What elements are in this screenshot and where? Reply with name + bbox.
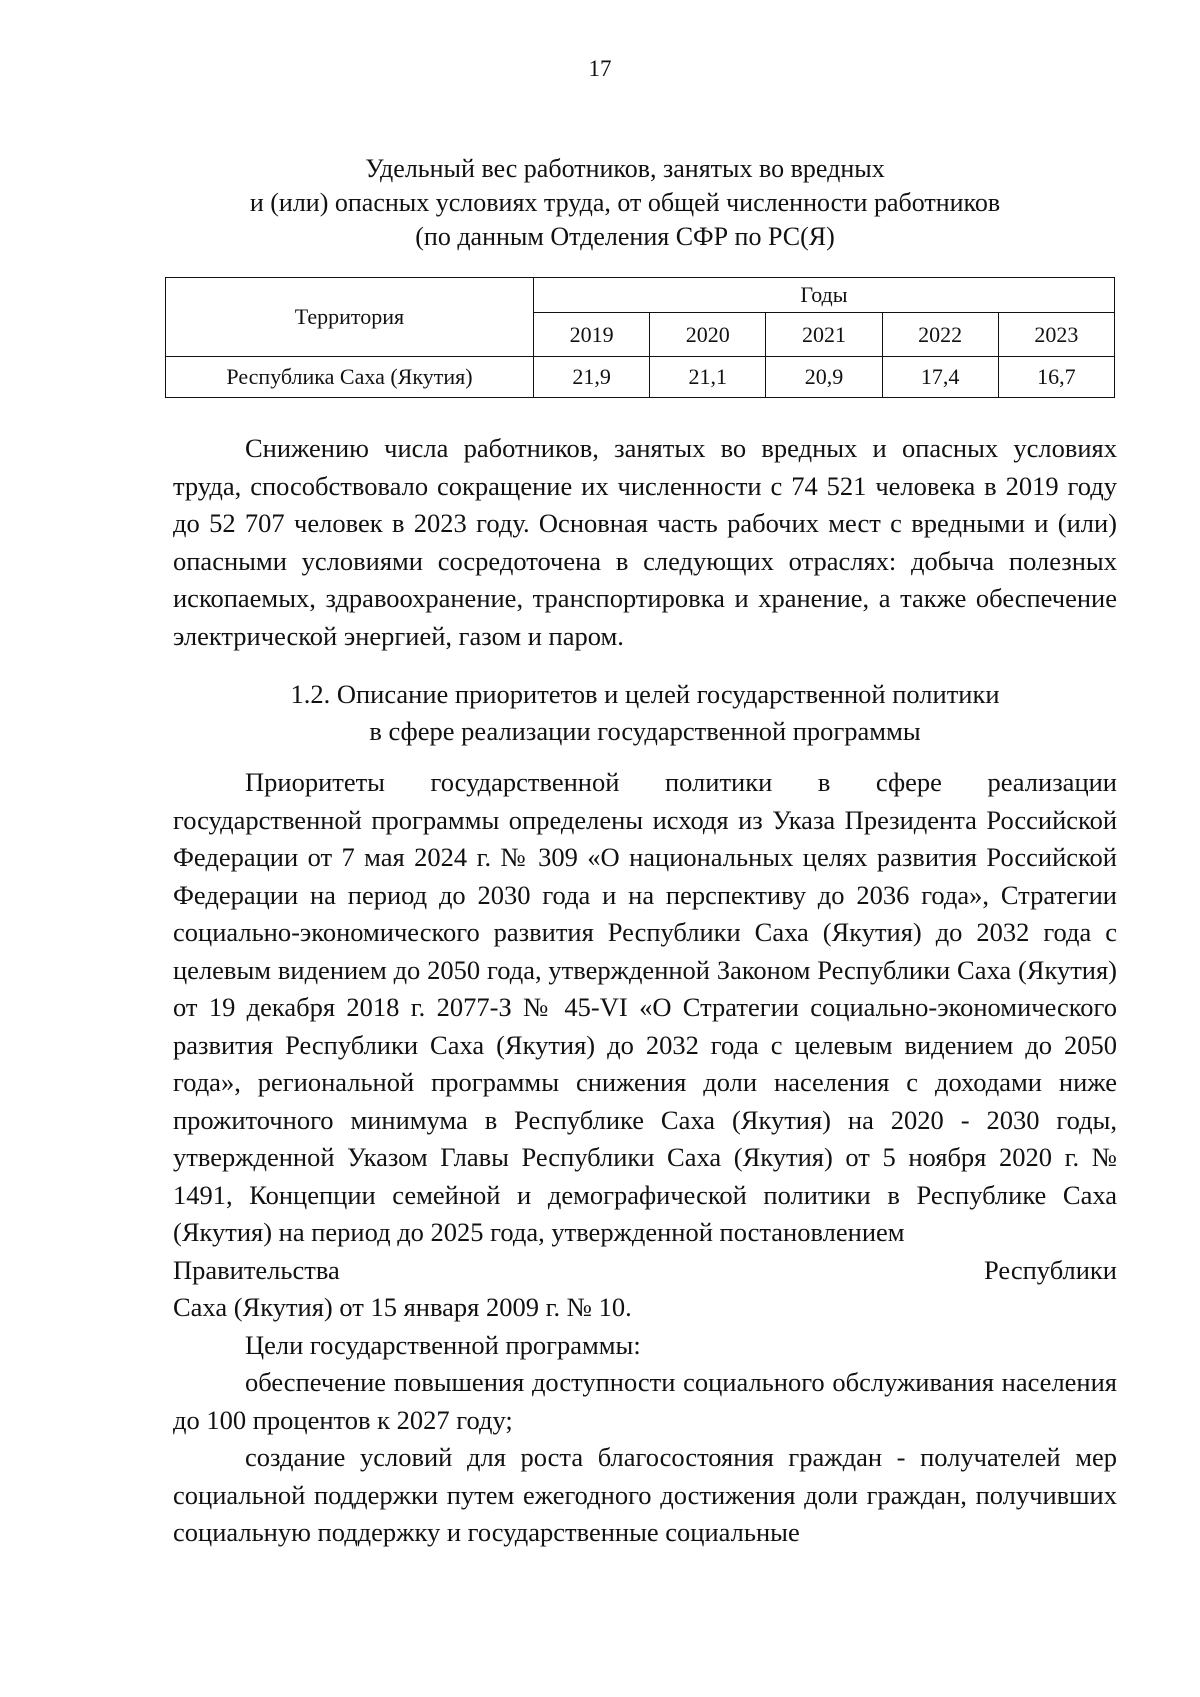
value-cell: 20,9 [766,357,882,398]
workers-share-table [165,277,1115,398]
column-header-year: 2020 [650,313,766,357]
column-header-territory: Территория [166,278,534,357]
value-cell: 21,1 [650,357,766,398]
value-cell: 17,4 [882,357,998,398]
table-title-line-2: и (или) опасных условиях труда, от общей численности работников [249,188,1001,217]
section-heading-line-1: 1.2. Описание приоритетов и целей государственной политики [290,679,1000,709]
value-cell: 16,7 [998,357,1114,398]
table-title-line-1: Удельный вес работников, занятых во вредных [365,154,885,183]
column-header-year: 2021 [766,313,882,357]
column-header-year: 2019 [533,313,649,357]
paragraph-priorities-end: Саха (Якутия) от 15 января 2009 г. № 10. [173,1292,632,1322]
paragraph-priorities-split-line [173,1252,1117,1290]
goal-item: обеспечение повышения доступности социального обслуживания населения до 100 процентов к 2027 году; [173,1367,1117,1435]
column-header-year: 2023 [998,313,1114,357]
table-title [150,152,1100,254]
split-line-left: Правительства [173,1254,340,1285]
page-number: 17 [588,56,612,81]
table-title-line-3: (по данным Отделения СФР по РС(Я) [415,222,835,251]
column-header-year: 2022 [882,313,998,357]
goal-item: создание условий для роста благосостояния граждан - получателей мер социальной поддержки путем ежегодного достижения доли граждан, получивших социальную поддержку и государственные социальные [173,1442,1117,1547]
section-heading-line-2: в сфере реализации государственной программы [369,716,921,746]
territory-cell: Республика Саха (Якутия) [166,357,534,398]
table-row [166,357,1115,398]
split-line-right: Республики [984,1254,1117,1285]
paragraph-workers-reduction: Снижению числа работников, занятых во вредных и опасных условиях труда, способствовало сокращение их численности с 74 521 человека в 2019 году до 52 707 человек в 2023 году. Основная часть рабочих мест с вредными и (или) опасными условиями сосредоточена в следующих отраслях: добыча полезных ископаемых, здравоохранение, транспортировка и хранение, а также обеспечение электрической энергией, газом и паром. [173,433,1117,651]
section-heading [150,676,1140,750]
goals-intro: Цели государственной программы: [245,1329,641,1360]
paragraph-priorities-body: Приоритеты государственной политики в сфере реализации государственной программы определены исходя из Указа Президента Российской Федерации от 7 мая 2024 г. № 309 «О национальных целях развития Российской Федерации на период до 2030 года и на перспективу до 2036 года», Стратегии социально-экономического развития Республики Саха (Якутия) до 2032 года с целевым видением до 2050 года, утвержденной Законом Республики Саха (Якутия) от 19 декабря 2018 г. 2077-З № 45-VI «О Стратегии социально-экономического развития Республики Саха (Якутия) до 2032 года с целевым видением до 2050 года», региональной программы снижения доли населения с доходами ниже прожиточного минимума в Республике Саха (Якутия) на 2020 - 2030 годы, утвержденной Указом Главы Республики Саха (Якутия) от 5 ноября 2020 г. № 1491, Концепции семейной и демографической политики в Республике Саха (Якутия) на период до 2025 года, утвержденной постановлением [173,767,1117,1247]
paragraph-priorities [173,764,1117,1552]
column-header-years: Годы [533,278,1114,313]
value-cell: 21,9 [533,357,649,398]
